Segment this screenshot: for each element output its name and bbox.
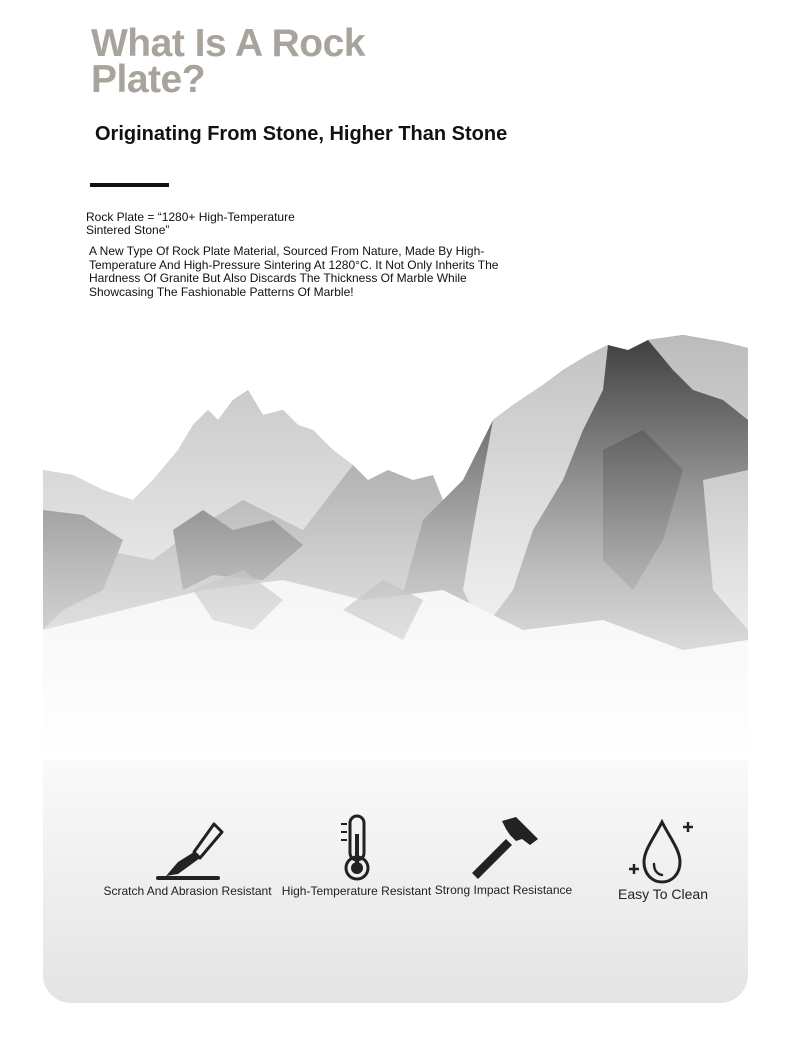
- thermometer-icon: [337, 814, 377, 884]
- feature-label: Scratch And Abrasion Resistant: [103, 884, 272, 898]
- rock-plate-formula: Rock Plate = “1280+ High-Temperature Sintered Stone”: [86, 210, 295, 237]
- rock-plate-description: A New Type Of Rock Plate Material, Sourced From Nature, Made By High-Temperature And High-Pressure Sintering At 1280°C. It Not Only Inherits The Hardness Of Granite But Also Discards The Thickness Of Marble While Showcasing The Fashionable Patterns Of Marble!: [89, 244, 499, 299]
- knife-icon: [148, 818, 228, 884]
- page-title: What Is A Rock Plate?: [91, 22, 365, 101]
- hammer-icon: [466, 815, 542, 883]
- feature-impact-resistance: [431, 815, 576, 897]
- feature-scratch-resistant: [100, 818, 275, 898]
- feature-easy-to-clean: [608, 818, 718, 902]
- mountain-image: [43, 330, 748, 760]
- water-drop-icon: [626, 818, 700, 886]
- feature-label: Strong Impact Resistance: [434, 883, 573, 897]
- feature-label: High-Temperature Resistant: [281, 884, 432, 898]
- feature-label: Easy To Clean: [617, 886, 708, 902]
- title-divider: [90, 183, 169, 187]
- page-subtitle: Originating From Stone, Higher Than Stone: [95, 123, 508, 145]
- feature-temperature-resistant: [279, 814, 434, 898]
- mountain-feature-panel: [43, 330, 748, 1003]
